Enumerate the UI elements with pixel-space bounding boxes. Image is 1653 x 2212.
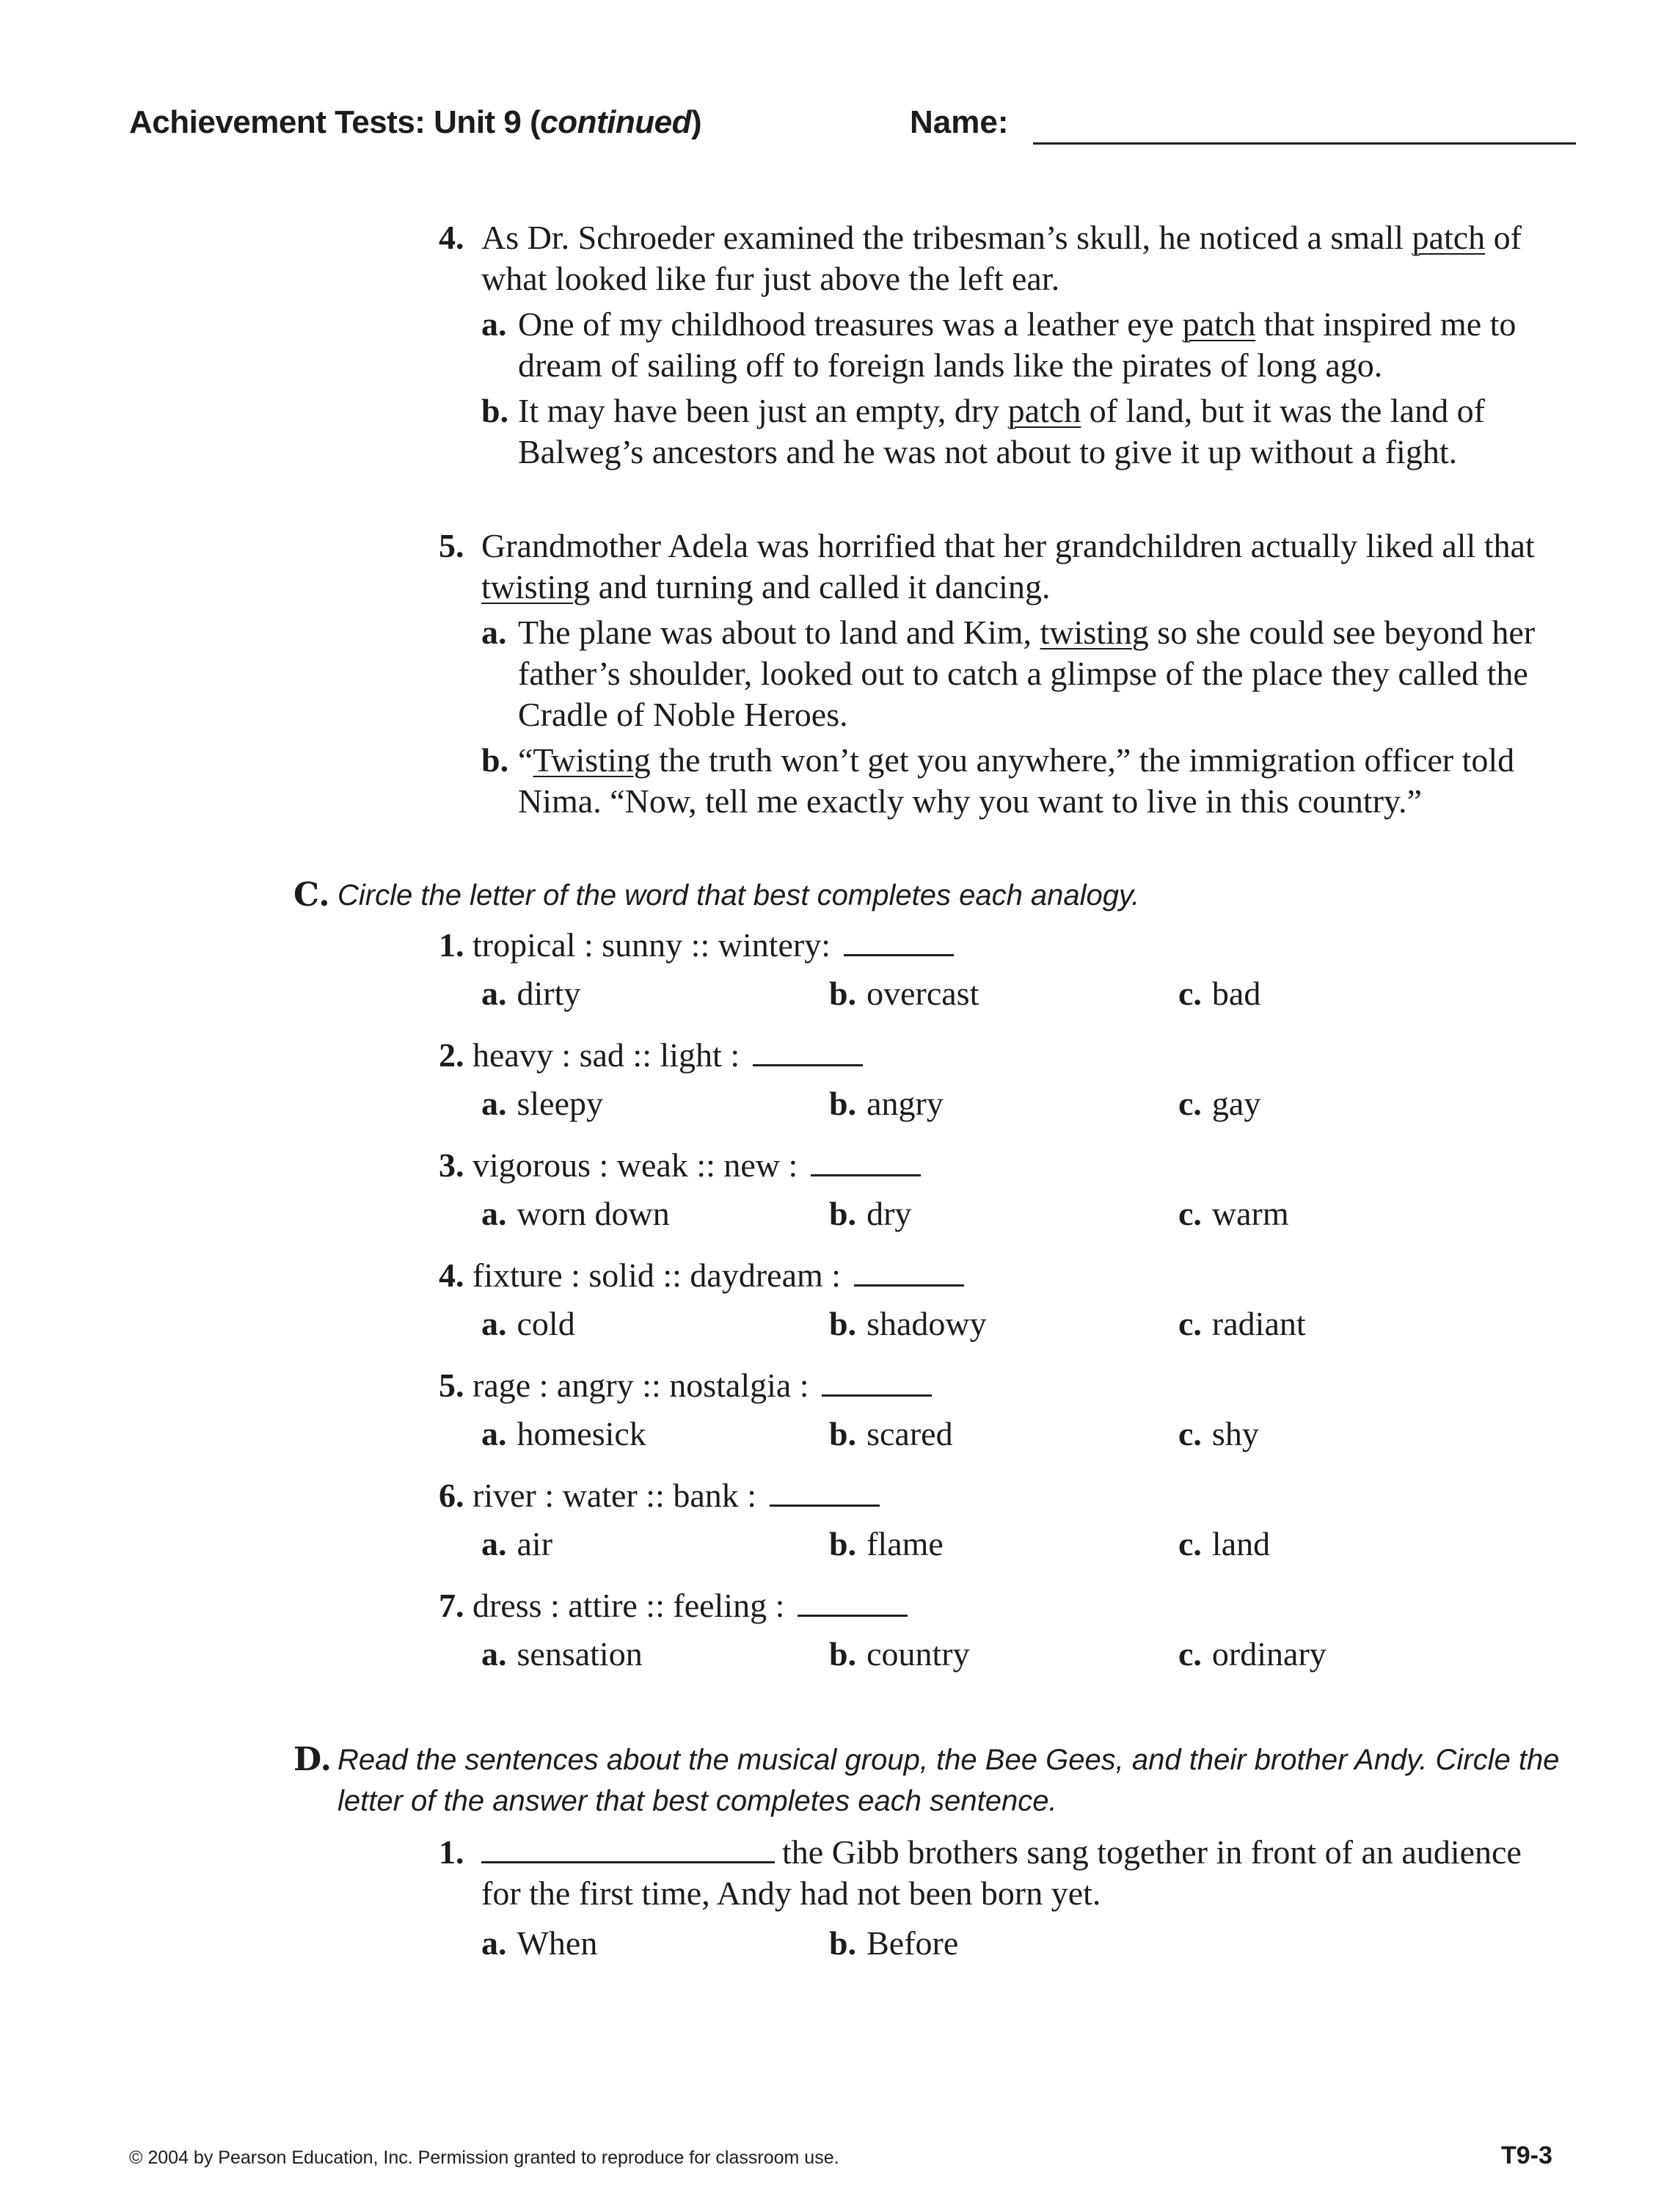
option-text: gay	[1211, 1085, 1261, 1122]
option-text: Before	[866, 1924, 959, 1962]
section-letter: C.	[293, 876, 330, 914]
option-letter: a.	[481, 1924, 507, 1962]
option-a[interactable]	[481, 612, 1583, 735]
answer-blank[interactable]	[811, 1152, 921, 1176]
answer-blank[interactable]	[822, 1372, 932, 1397]
option-text: angry	[866, 1085, 944, 1122]
analogy-item	[439, 1365, 1539, 1475]
option-letter: c.	[1178, 975, 1202, 1012]
question-b4	[439, 217, 1583, 473]
prompt-text: heavy : sad :: light :	[472, 1036, 740, 1074]
question-number: 1.	[439, 926, 464, 964]
section-d-heading	[293, 1739, 1599, 1822]
option-letter: b.	[829, 1924, 857, 1962]
option-b[interactable]	[829, 1923, 958, 1964]
section-instruction: Circle the letter of the word that best completes each analogy.	[337, 879, 1140, 912]
option-text: sensation	[517, 1635, 643, 1673]
name-label: Name:	[910, 104, 1009, 140]
option-text-part: One of my childhood treasures was a leather eye	[518, 305, 1183, 343]
question-d1	[439, 1832, 1539, 1971]
option-a[interactable]	[481, 1083, 603, 1124]
stem-text: As Dr. Schroeder examined the tribesman’s skull, he noticed a small	[481, 219, 1412, 256]
option-b[interactable]	[829, 973, 979, 1014]
analogy-item	[439, 925, 1539, 1035]
option-text-part: of land, but it was the land of Balweg’s ancestors and he was not about to give it up without a fight.	[518, 392, 1485, 470]
option-text: cold	[517, 1305, 575, 1342]
question-number: 5.	[439, 527, 464, 564]
option-text: bad	[1211, 975, 1261, 1012]
copyright-notice: © 2004 by Pearson Education, Inc. Permission granted to reproduce for classroom use.	[129, 2147, 839, 2168]
question-b5	[439, 525, 1583, 822]
analogy-prompt	[439, 1035, 863, 1076]
option-text-part: “	[518, 741, 533, 779]
analogy-item	[439, 1145, 1539, 1255]
option-text-part: so she could see beyond her father’s shoulder, looked out to catch a glimpse of the place they called the Cradle of Noble Heroes.	[518, 614, 1536, 733]
option-text: flame	[866, 1525, 944, 1562]
prompt-text: tropical : sunny :: wintery:	[472, 926, 831, 964]
option-text-part: that inspired me to dream of sailing off to foreign lands like the pirates of long ago.	[518, 305, 1517, 384]
option-letter: b.	[481, 392, 509, 429]
question-number: 5.	[439, 1367, 464, 1404]
question-number: 6.	[439, 1477, 464, 1514]
option-b[interactable]	[829, 1524, 944, 1565]
option-text	[518, 390, 1583, 473]
analogy-prompt	[439, 1365, 932, 1406]
option-text: air	[517, 1525, 553, 1562]
option-letter: a.	[481, 1415, 507, 1452]
option-c[interactable]	[1178, 1634, 1327, 1675]
option-text: sleepy	[517, 1085, 604, 1122]
option-c[interactable]	[1178, 1083, 1260, 1124]
option-text: dry	[866, 1195, 912, 1232]
option-letter: c.	[1178, 1195, 1202, 1232]
option-letter: a.	[481, 1305, 507, 1342]
option-text: country	[866, 1635, 970, 1673]
option-letter: a.	[481, 1635, 507, 1673]
option-b[interactable]	[481, 740, 1583, 822]
option-text: shadowy	[866, 1305, 987, 1342]
prompt-text: dress : attire :: feeling :	[472, 1587, 785, 1624]
option-text: worn down	[517, 1195, 670, 1232]
option-letter: a.	[481, 975, 507, 1012]
option-b[interactable]	[829, 1634, 970, 1675]
option-b[interactable]	[829, 1193, 911, 1234]
question-number: 7.	[439, 1587, 464, 1624]
option-text: homesick	[517, 1415, 646, 1452]
section-c-heading	[293, 875, 1599, 916]
stem-text: and turning and called it dancing.	[590, 568, 1051, 605]
option-letter: a.	[481, 1525, 507, 1562]
option-b[interactable]	[481, 390, 1583, 473]
option-text-part: the truth won’t get you anywhere,” the immigration officer told Nima. “Now, tell me exactly why you want to live in this country.”	[518, 741, 1515, 820]
answer-blank[interactable]	[798, 1593, 908, 1617]
option-a[interactable]	[481, 304, 1583, 386]
analogy-item	[439, 1475, 1539, 1585]
option-text	[518, 740, 1583, 822]
answer-blank[interactable]	[844, 932, 954, 956]
option-c[interactable]	[1178, 973, 1260, 1014]
title-italic: continued	[540, 104, 691, 140]
analogy-prompt	[439, 1255, 964, 1296]
option-letter: b.	[829, 975, 857, 1012]
option-text: overcast	[866, 975, 979, 1012]
underlined-word: patch	[1412, 219, 1486, 256]
option-a[interactable]	[481, 1193, 670, 1234]
question-number: 2.	[439, 1036, 464, 1074]
option-letter: c.	[1178, 1525, 1202, 1562]
option-text: warm	[1211, 1195, 1289, 1232]
option-letter: b.	[481, 741, 509, 779]
option-text: When	[517, 1924, 598, 1962]
analogy-item	[439, 1035, 1539, 1145]
stem-text: Grandmother Adela was horrified that her grandchildren actually liked all that	[481, 527, 1535, 564]
option-b[interactable]	[829, 1303, 987, 1345]
answer-blank[interactable]	[770, 1482, 880, 1507]
option-c[interactable]	[1178, 1193, 1289, 1234]
option-text	[518, 612, 1583, 735]
option-text	[518, 304, 1583, 386]
prompt-text: rage : angry :: nostalgia :	[472, 1367, 809, 1404]
option-text: shy	[1211, 1415, 1259, 1452]
analogy-list	[439, 925, 1539, 1695]
option-letter: b.	[829, 1305, 857, 1342]
underlined-word: Twisting	[533, 741, 651, 779]
answer-blank[interactable]	[753, 1042, 863, 1066]
name-field[interactable]	[1033, 142, 1576, 145]
option-a[interactable]	[481, 1524, 552, 1565]
option-a[interactable]	[481, 1923, 597, 1964]
section-instruction: Read the sentences about the musical group, the Bee Gees, and their brother Andy. Circle the letter of the answer that best completes each sentence.	[337, 1744, 1560, 1817]
stem-text: the Gibb brothers sang together in front of an audience for the first time, Andy had not been born yet.	[481, 1833, 1522, 1912]
question-stem	[481, 1832, 1539, 1914]
analogy-prompt	[439, 1585, 908, 1626]
option-text: radiant	[1211, 1305, 1306, 1342]
analogy-item	[439, 1585, 1539, 1695]
option-letter: a.	[481, 614, 507, 651]
option-letter: a.	[481, 1085, 507, 1122]
analogy-item	[439, 1255, 1539, 1365]
underlined-word: patch	[1007, 392, 1081, 429]
answer-blank[interactable]	[481, 1839, 775, 1863]
option-text: land	[1211, 1525, 1271, 1562]
option-letter: c.	[1178, 1635, 1202, 1673]
option-row	[439, 1923, 1539, 1971]
page-title	[129, 104, 701, 141]
option-c[interactable]	[1178, 1303, 1306, 1345]
underlined-word: patch	[1182, 305, 1256, 343]
page-number: T9-3	[1501, 2142, 1552, 2169]
option-letter: a.	[481, 305, 507, 343]
option-text-part: The plane was about to land and Kim,	[518, 614, 1040, 651]
question-number: 4.	[439, 219, 464, 256]
option-a[interactable]	[481, 973, 580, 1014]
question-number: 4.	[439, 1256, 464, 1294]
underlined-word: twisting	[1040, 614, 1149, 651]
option-b[interactable]	[829, 1414, 953, 1455]
option-text: dirty	[517, 975, 581, 1012]
option-letter: b.	[829, 1525, 857, 1562]
title-main: Achievement Tests: Unit 9 (	[129, 104, 541, 140]
analogy-prompt	[439, 1145, 921, 1186]
answer-blank[interactable]	[854, 1262, 964, 1287]
option-letter: b.	[829, 1085, 857, 1122]
question-stem	[481, 525, 1583, 608]
option-a[interactable]	[481, 1634, 643, 1675]
prompt-text: vigorous : weak :: new :	[472, 1146, 798, 1184]
analogy-prompt	[439, 925, 954, 966]
prompt-text: fixture : solid :: daydream :	[472, 1256, 842, 1294]
option-text: scared	[866, 1415, 953, 1452]
stem-text: of what looked like fur just above the left ear.	[481, 219, 1522, 297]
question-number: 1.	[439, 1833, 464, 1871]
option-c[interactable]	[1178, 1414, 1259, 1455]
section-letter: D.	[293, 1741, 332, 1778]
page-header	[129, 104, 1582, 163]
option-letter: c.	[1178, 1415, 1202, 1452]
option-letter: c.	[1178, 1305, 1202, 1342]
option-letter: b.	[829, 1415, 857, 1452]
question-stem	[481, 217, 1583, 299]
option-b[interactable]	[829, 1083, 944, 1124]
option-letter: b.	[829, 1195, 857, 1232]
option-text-part: It may have been just an empty, dry	[518, 392, 1008, 429]
question-number: 3.	[439, 1146, 464, 1184]
title-close: )	[690, 104, 702, 140]
option-letter: c.	[1178, 1085, 1202, 1122]
prompt-text: river : water :: bank :	[472, 1477, 757, 1514]
option-a[interactable]	[481, 1414, 646, 1455]
option-letter: a.	[481, 1195, 507, 1232]
analogy-prompt	[439, 1475, 880, 1516]
option-a[interactable]	[481, 1303, 575, 1345]
option-c[interactable]	[1178, 1524, 1270, 1565]
underlined-word: twisting	[481, 568, 591, 605]
option-letter: b.	[829, 1635, 857, 1673]
option-text: ordinary	[1211, 1635, 1327, 1673]
